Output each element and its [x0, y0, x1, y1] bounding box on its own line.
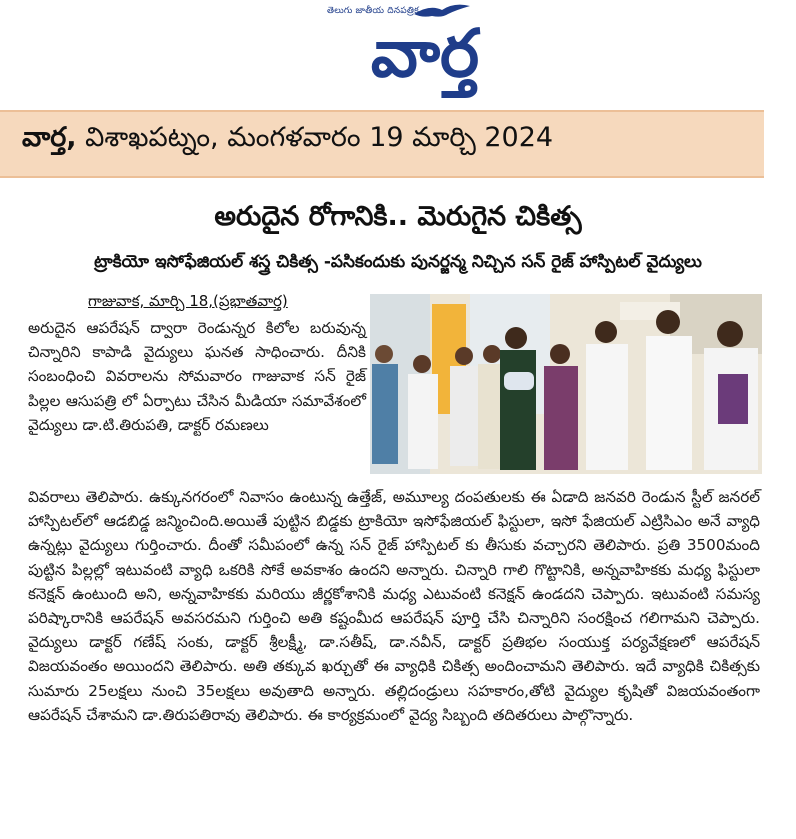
article-headline: అరుదైన రోగానికి.. మెరుగైన చికిత్స	[214, 201, 582, 232]
article-photo	[370, 294, 762, 474]
masthead	[0, 0, 796, 104]
article-dateline: గాజువాక, మార్చి 18,(ప్రభాతవార్త)	[88, 292, 288, 310]
newspaper-tagline: తెలుగు జాతీయ దినపత్రిక	[327, 6, 420, 16]
edition-dateline	[22, 122, 553, 160]
article-body-main: వివరాలు తెలిపారు. ఉక్కునగరంలో నివాసం ఉంటున్న ఉత్తేజ్, అమూల్య దంపతులకు ఈ ఏడాది జనవరి రెండున స్టీల్ జనరల్ హాస్పిటల్‌లో ఆడబిడ్డ జన్మించింది.అయితే పుట్టిన బిడ్డకు ట్రాకియో ఇసోఫేజియల్ ఫిస్టులా, ఇసో ఫేజియల్ ఎట్రిసిఎం అనే వ్యాధి ఉన్నట్లు వైద్యులు గుర్తించారు. దీంతో సమీపంలో ఉన్న సన్ రైజ్ హాస్పిటల్ కు తీసుకు వచ్చారని తెలిపారు. ప్రతి 3500మంది పుట్టిన పిల్లల్లో ఇటువంటి వ్యాధి ఒకరికి సోకే అవకాశం ఉందని అన్నారు. చిన్నారి గాలి గొట్టానికి, అన్నవాహికకు మధ్య ఫిస్టులా కనెక్షన్ ఉంటుంది అని, అన్నవాహికకు మరియు జీర్ణకోశానికి మధ్య ఎటువంటి కనెక్షన్ ఉండదని చెప్పారు. ఇటువంటి సమస్య పరిష్కారానికి ఆపరేషన్ అవసరమని గుర్తించి అతి కష్టంమీద ఆపరేషన్ పూర్తి చేసి చిన్నారిని సంరక్షించ గలిగామని చెప్పారు. వైద్యులు డాక్టర్ గణేష్ సంకు, డాక్టర్ శ్రీలక్ష్మీ, డా.సతీష్, డా.నవీన్, డాక్టర్ ప్రతిభల సంయుక్త పర్యవేక్షణలో ఆపరేషన్ విజయవంతం అయిందని తెలిపారు. అతి తక్కువ ఖర్చుతో ఈ వ్యాధికి చికిత్స అందించామని తెలిపారు. ఇదే వ్యాధికి చికిత్సకు సుమారు 25లక్షలు నుంచి 35లక్షలు అవుతాది అన్నారు. తల్లిదండ్రులు సహకారం,తోటి వైద్యుల కృషితో విజయవంతంగా ఆపరేషన్ చేశామని డా.తిరుపతిరావు తెలిపారు. ఈ కార్యక్రమంలో వైద్య సిబ్బంది తదితరులు పాల్గొన్నారు.	[28, 488, 760, 724]
place-date: విశాఖపట్నం, మంగళవారం 19 మార్చి 2024	[76, 122, 554, 153]
article-body-intro: అరుదైన ఆపరేషన్ ద్వారా రెండున్నర కిలోల బరువున్న చిన్నారిని కాపాడి వైద్యులు ఘనత సాధించారు. దీనికి సంబంధించి వివరాలను సోమవారం గాజువాక సన్ రైజ్ పిల్లల ఆసుపత్రి లో ఏర్పాటు చేసిన మీడియా సమావేశంలో వైద్యులు డా.టి.తిరుపతి, డాక్టర్ రమణలు	[28, 319, 366, 434]
newspaper-logo: వార్త	[370, 15, 480, 92]
dateline-band	[0, 110, 764, 178]
group-photo-icon	[370, 294, 762, 474]
brand-name: వార్త,	[22, 122, 77, 153]
article-subheadline: ట్రాకియో ఇసోఫేజియల్ శస్త్ర చికిత్స -పసికందుకు పునర్జన్మ నిచ్చిన సన్ రైజ్ హాస్పిటల్ వైద్యులు	[94, 252, 702, 272]
